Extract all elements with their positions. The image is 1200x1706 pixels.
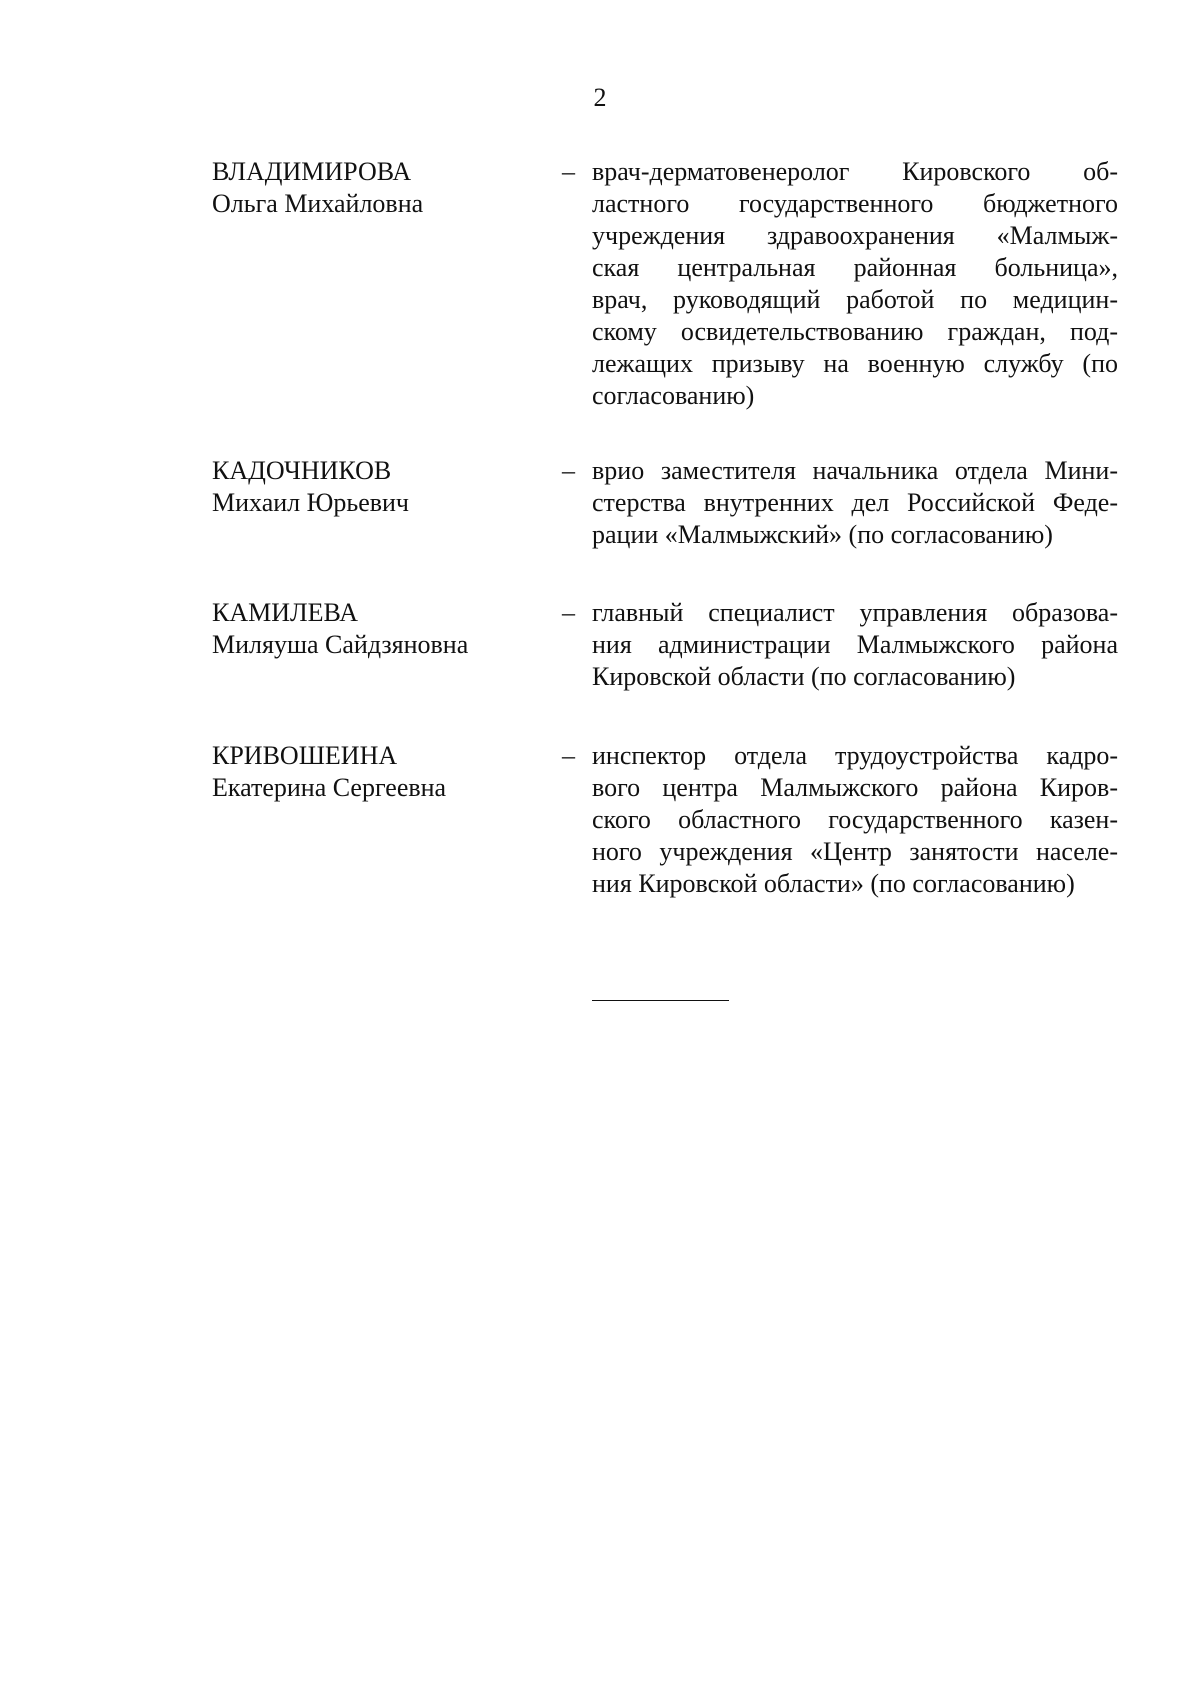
description-line: скому освидетельствованию граждан, под- (592, 317, 1118, 346)
member-name (212, 597, 542, 661)
member-given-names: Екатерина Сергеевна (212, 773, 447, 802)
description-line: рации «Малмыжский» (по согласованию) (592, 520, 1053, 549)
description-line: Кировской области (по согласованию) (592, 662, 1016, 691)
page-number: 2 (593, 83, 607, 112)
description-line: инспектор отдела трудоустройства кадро- (592, 741, 1118, 770)
description-line: врио заместителя начальника отдела Мини- (592, 456, 1118, 485)
member-surname: КАМИЛЕВА (212, 598, 359, 627)
member-given-names: Миляуша Сайдзяновна (212, 630, 469, 659)
description-line: учреждения здравоохранения «Малмыж- (592, 221, 1118, 250)
description-line: лежащих призыву на военную службу (по (592, 349, 1118, 378)
description-line: ного учреждения «Центр занятости населе- (592, 837, 1118, 866)
member-surname: ВЛАДИМИРОВА (212, 157, 412, 186)
member-surname: КРИВОШЕИНА (212, 741, 398, 770)
member-position-description (592, 156, 1118, 412)
member-name (212, 740, 542, 804)
entry-dash: – (562, 741, 575, 770)
entry-dash: – (562, 456, 575, 485)
description-line: стерства внутренних дел Российской Феде- (592, 488, 1118, 517)
description-line: ская центральная районная больница», (592, 253, 1118, 282)
description-line: ского областного государственного казен- (592, 805, 1118, 834)
description-line: согласованию) (592, 381, 755, 410)
description-line: вого центра Малмыжского района Киров- (592, 773, 1118, 802)
member-given-names: Ольга Михайловна (212, 189, 424, 218)
member-position-description (592, 740, 1118, 900)
member-name (212, 156, 542, 220)
description-line: ластного государственного бюджетного (592, 189, 1118, 218)
description-line: врач-дерматовенеролог Кировского об- (592, 157, 1118, 186)
description-line: ния администрации Малмыжского района (592, 630, 1118, 659)
entry-dash: – (562, 598, 575, 627)
member-position-description (592, 597, 1118, 693)
member-surname: КАДОЧНИКОВ (212, 456, 392, 485)
description-line: главный специалист управления образова- (592, 598, 1118, 627)
end-separator-line (592, 1000, 729, 1001)
entry-dash: – (562, 157, 575, 186)
member-position-description (592, 455, 1118, 551)
member-name (212, 455, 542, 519)
description-line: врач, руководящий работой по медицин- (592, 285, 1118, 314)
member-given-names: Михаил Юрьевич (212, 488, 410, 517)
description-line: ния Кировской области» (по согласованию) (592, 869, 1075, 898)
